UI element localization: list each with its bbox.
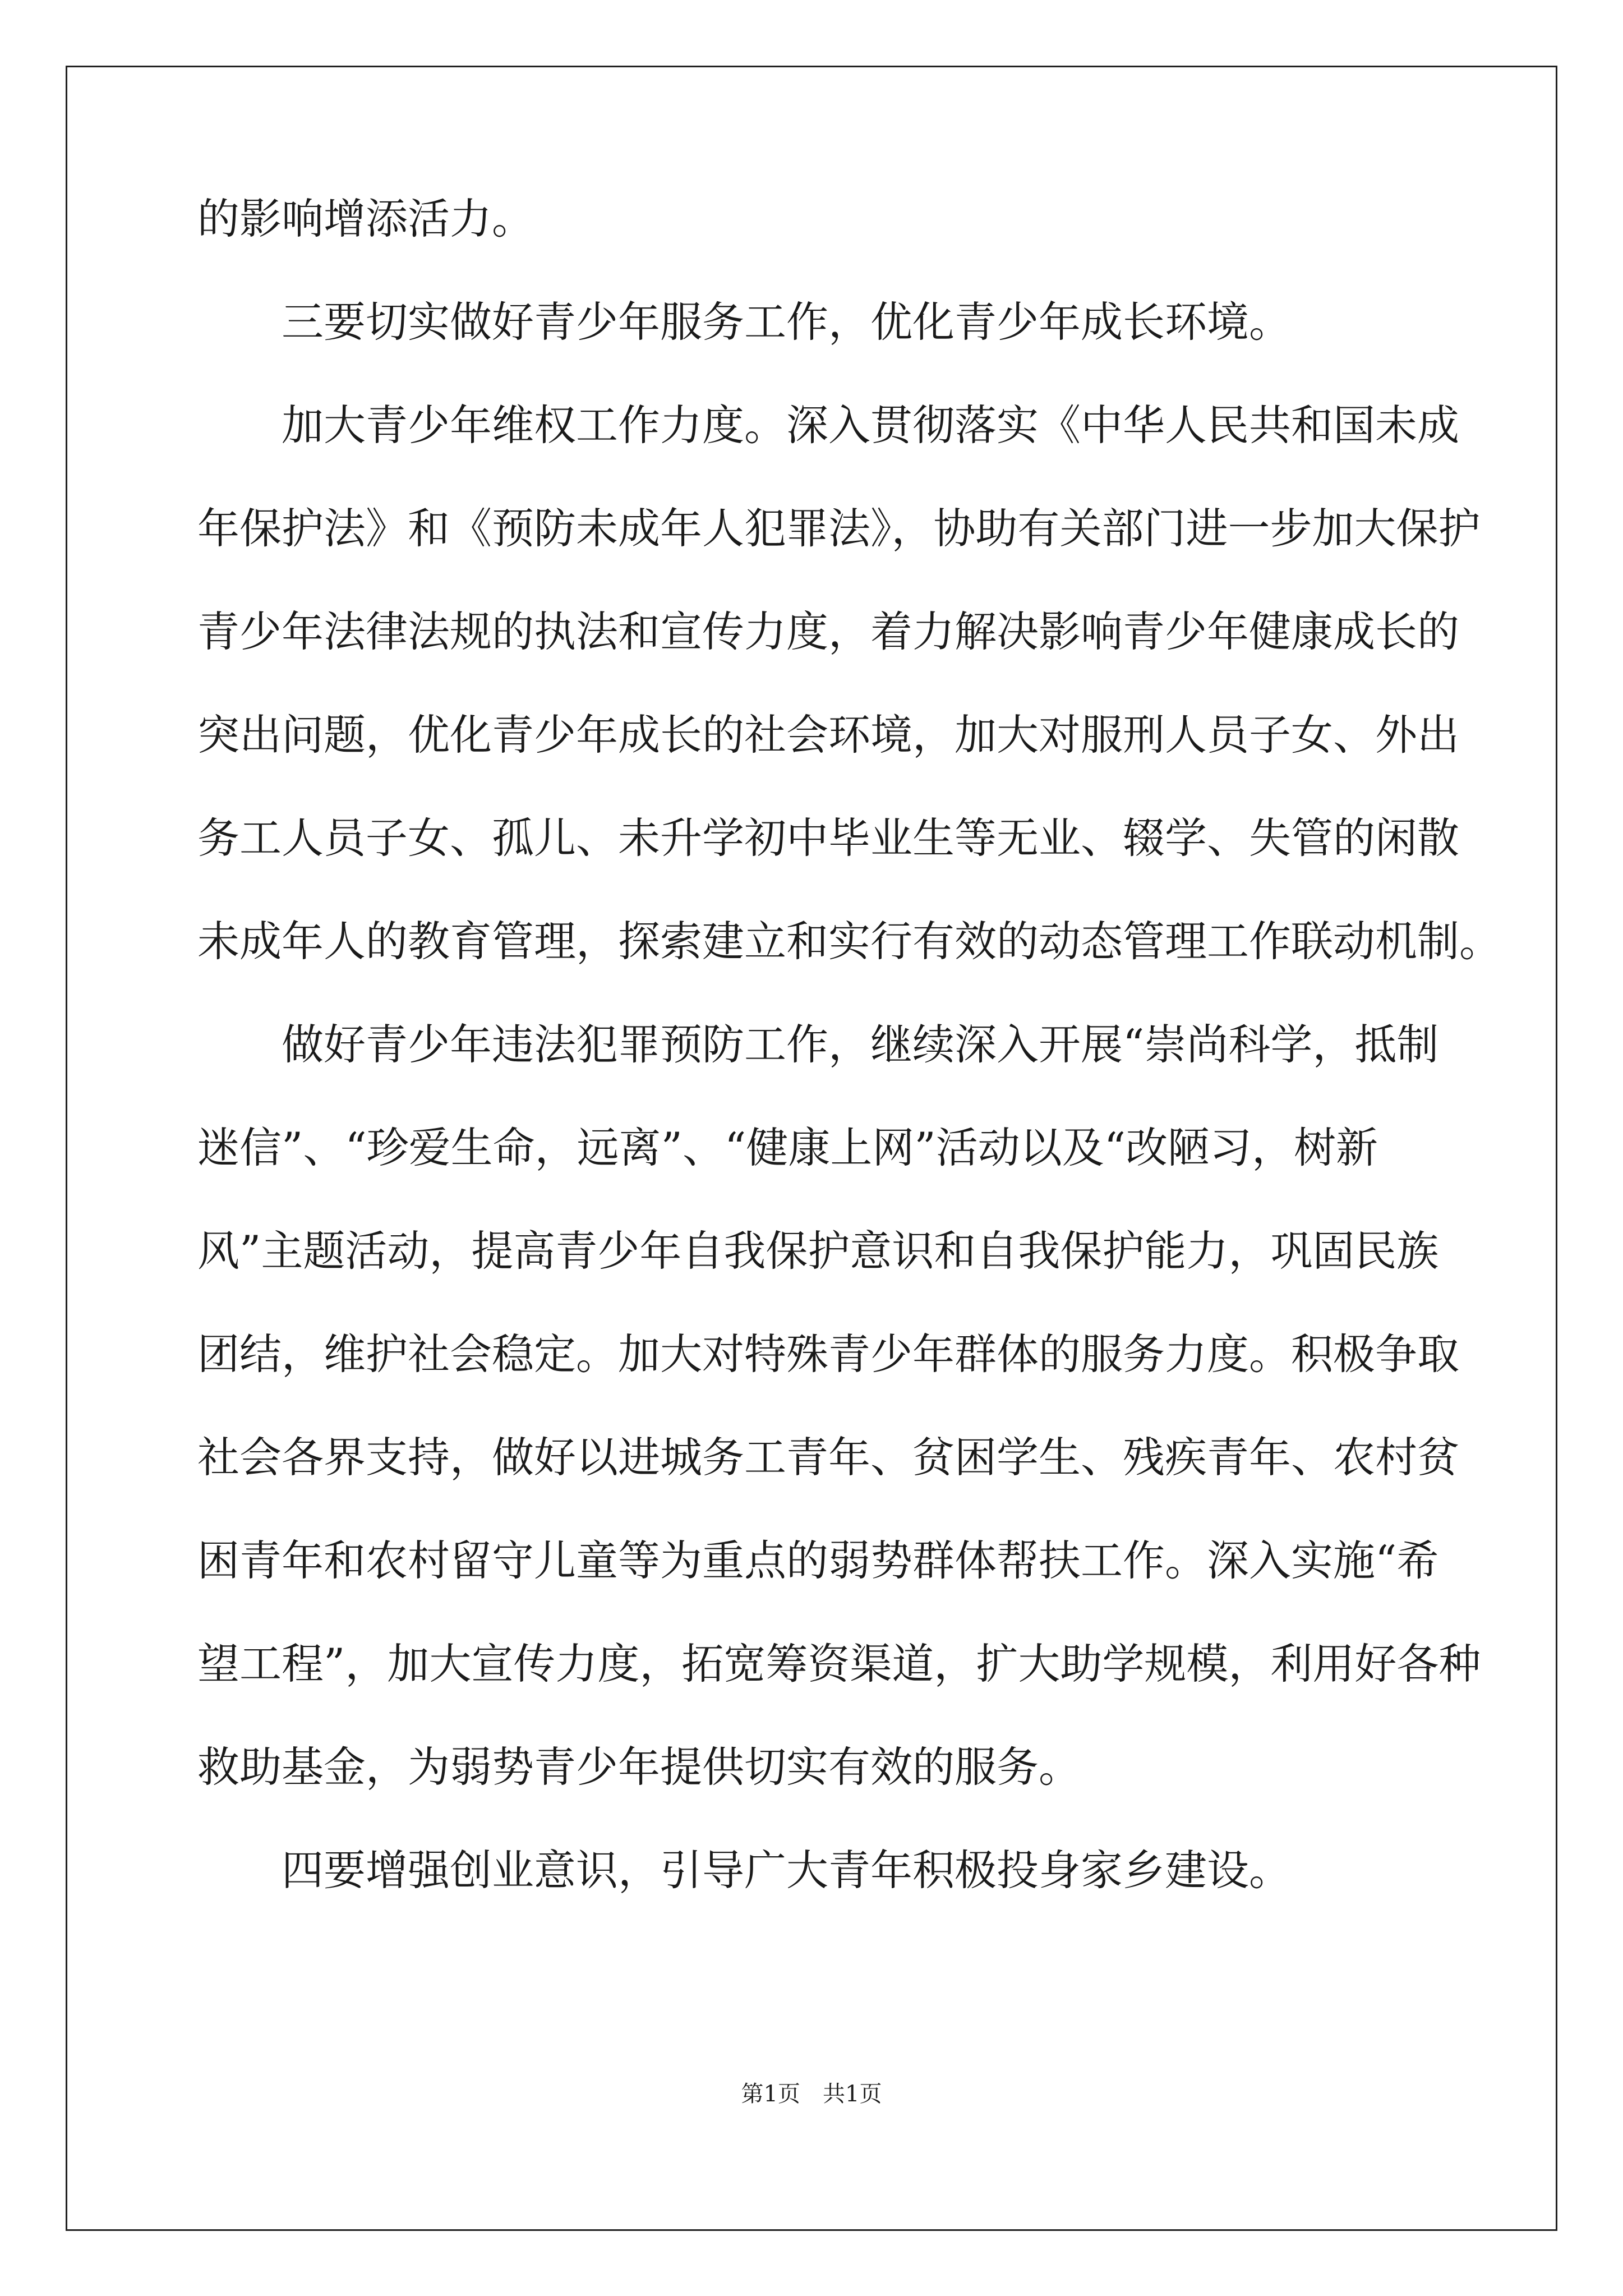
text-line: 救助基金，为弱势青少年提供切实有效的服务。 xyxy=(197,1742,1081,1792)
text-line: 做好青少年违法犯罪预防工作，继续深入开展“崇尚科学，抵制 xyxy=(282,1020,1439,1069)
text-line: 望工程”，加大宣传力度，拓宽筹资渠道，扩大助学规模，利用好各种 xyxy=(197,1639,1481,1688)
text-line: 年保护法》和《预防未成年人犯罪法》，协助有关部门进一步加大保护 xyxy=(197,504,1481,553)
page-number-footer: 第1页 共1页 xyxy=(741,2081,882,2107)
text-line: 的影响增添活力。 xyxy=(197,194,534,243)
text-line: 风”主题活动，提高青少年自我保护意识和自我保护能力，巩固民族 xyxy=(197,1226,1439,1276)
text-line: 迷信”、“珍爱生命，远离”、“健康上网”活动以及“改陋习，树新 xyxy=(197,1123,1378,1172)
text-line: 团结，维护社会稳定。加大对特殊青少年群体的服务力度。积极争取 xyxy=(197,1329,1460,1379)
text-line: 三要切实做好青少年服务工作，优化青少年成长环境。 xyxy=(282,297,1292,347)
text-line: 青少年法律法规的执法和宣传力度，着力解决影响青少年健康成长的 xyxy=(197,607,1460,656)
text-line: 加大青少年维权工作力度。深入贯彻落实《中华人民共和国未成 xyxy=(282,401,1460,450)
text-line: 务工人员子女、孤儿、未升学初中毕业生等无业、辍学、失管的闲散 xyxy=(197,813,1460,863)
text-line: 社会各界支持，做好以进城务工青年、贫困学生、残疾青年、农村贫 xyxy=(197,1433,1460,1482)
text-line: 四要增强创业意识，引导广大青年积极投身家乡建设。 xyxy=(282,1846,1292,1895)
text-line: 突出问题，优化青少年成长的社会环境，加大对服刑人员子女、外出 xyxy=(197,710,1460,760)
text-line: 困青年和农村留守儿童等为重点的弱势群体帮扶工作。深入实施“希 xyxy=(197,1536,1439,1585)
text-line: 未成年人的教育管理，探索建立和实行有效的动态管理工作联动机制。 xyxy=(197,917,1502,966)
